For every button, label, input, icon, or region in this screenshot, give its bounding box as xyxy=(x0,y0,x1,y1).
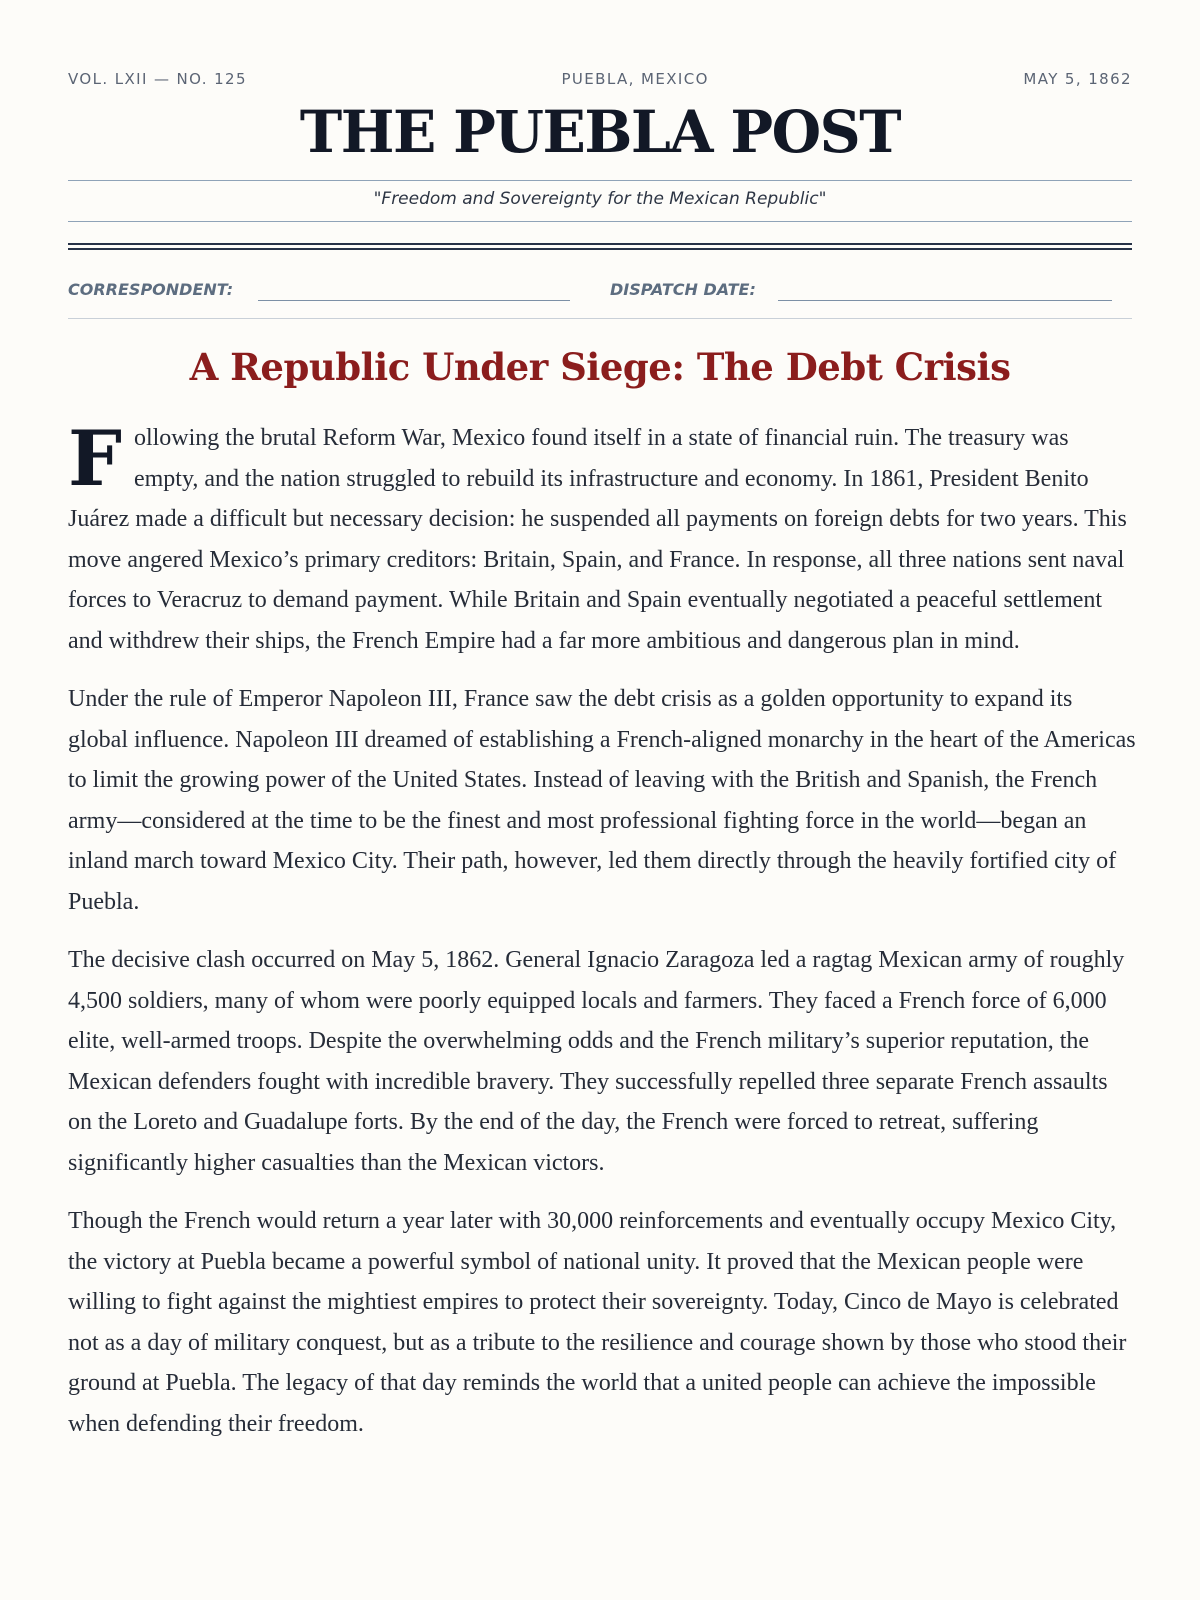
dispatch-date-field[interactable] xyxy=(778,300,1112,301)
paragraph-text: ollowing the brutal Reform War, Mexico found itself in a state of financial ruin. The treasury was empty, and the nation struggled to rebuild its infrastructure and economy. In 1861, President Benito Juárez made a difficult but necessary decision: he suspended all payments on foreign debts for two years. This move angered Mexico’s primary creditors: Britain, Spain, and France. In response, all three nations sent naval forces to Veracruz to demand payment. While Britain and Spain eventually negotiated a peaceful settlement and withdrew their ships, the French Empire had a far more ambitious and dangerous plan in mind. xyxy=(68,425,1127,654)
correspondent-field[interactable] xyxy=(258,300,570,301)
volume-number: VOL. LXII — NO. 125 xyxy=(68,70,247,88)
dispatch-date-label: DISPATCH DATE: xyxy=(610,280,756,299)
article-paragraph: Under the rule of Emperor Napoleon III, France saw the debt crisis as a golden opportunity to expand its global influence. Napoleon III dreamed of establishing a French-aligned monarchy in the heart of the Americas to limit the growing power of the United States. Instead of leaving with the British and Spanish, the French army—considered at the time to be the finest and most professional fighting force in the world—began an inland march toward Mexico City. Their path, however, led them directly through the heavily fortified city of Puebla. xyxy=(68,686,1136,915)
divider xyxy=(68,318,1132,319)
issue-date: MAY 5, 1862 xyxy=(1023,70,1132,88)
article-paragraph: The decisive clash occurred on May 5, 1862. General Ignacio Zaragoza led a ragtag Mexican army of roughly 4,500 soldiers, many of whom were poorly equipped locals and farmers. They faced a French force of 6,000 elite, well-armed troops. Despite the overwhelming odds and the French military’s superior reputation, the Mexican defenders fought with incredible bravery. They successfully repelled three separate French assaults on the Loreto and Guadalupe forts. By the end of the day, the French were forced to retreat, suffering significantly higher casualties than the Mexican victors. xyxy=(68,947,1125,1176)
article-paragraph xyxy=(68,414,1136,661)
dispatch-fields xyxy=(68,278,1132,308)
drop-cap: F xyxy=(68,414,122,503)
location: PUEBLA, MEXICO xyxy=(561,70,709,88)
masthead-meta xyxy=(68,70,1132,88)
double-divider-top xyxy=(68,243,1132,245)
double-divider-bottom xyxy=(68,248,1132,250)
newspaper-motto: "Freedom and Sovereignty for the Mexican Republic" xyxy=(373,189,827,209)
newspaper-title: THE PUEBLA POST xyxy=(299,98,901,166)
divider xyxy=(68,180,1132,181)
article-body xyxy=(68,414,1136,1462)
divider xyxy=(68,221,1132,222)
correspondent-label: CORRESPONDENT: xyxy=(68,280,234,299)
article-headline: A Republic Under Siege: The Debt Crisis xyxy=(189,345,1011,389)
article-paragraph: Though the French would return a year later with 30,000 reinforcements and eventually occupy Mexico City, the victory at Puebla became a powerful symbol of national unity. It proved that the Mexican people were willing to fight against the mightiest empires to protect their sovereignty. Today, Cinco de Mayo is celebrated not as a day of military conquest, but as a tribute to the resilience and courage shown by those who stood their ground at Puebla. The legacy of that day reminds the world that a united people can achieve the impossible when defending their freedom. xyxy=(68,1208,1127,1437)
